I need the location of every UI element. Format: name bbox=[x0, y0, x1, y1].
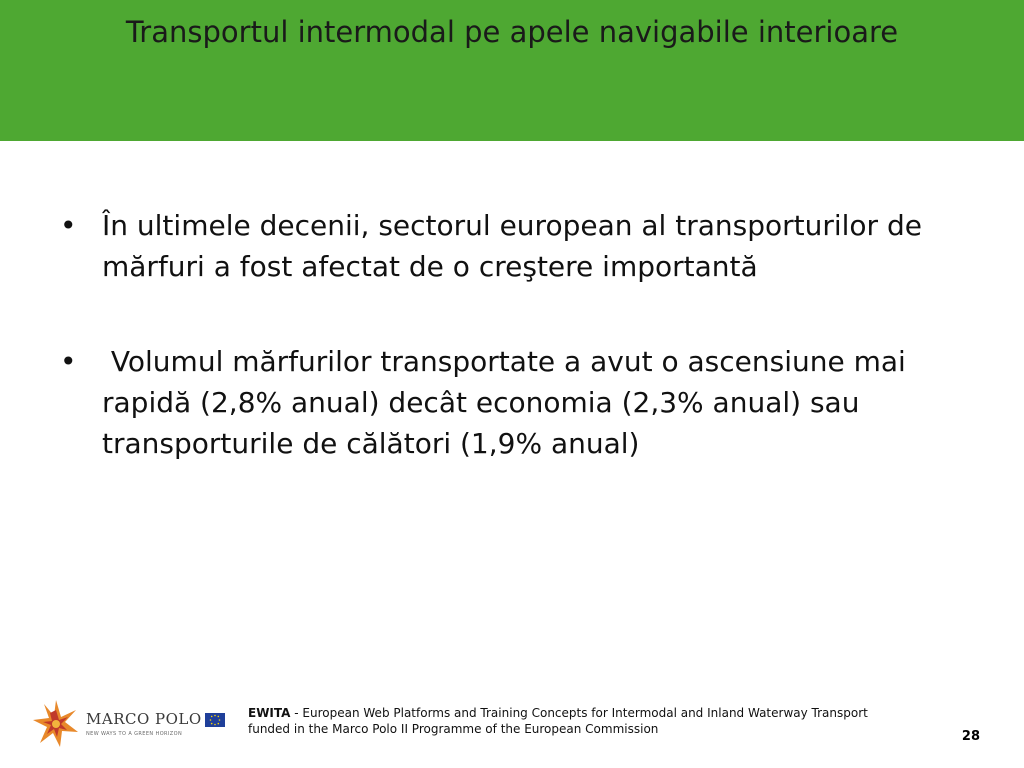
logo-name: MARCO POLO bbox=[86, 710, 202, 728]
slide-title: Transportul intermodal pe apele navigabile interioare bbox=[125, 15, 899, 49]
bullet-symbol: • bbox=[60, 345, 77, 378]
project-separator: - bbox=[290, 706, 303, 720]
eu-flag-icon bbox=[205, 713, 225, 727]
bullet-symbol: • bbox=[60, 209, 77, 242]
project-description: European Web Platforms and Training Concepts for Intermodal and Inland Waterway Transport funded in the Marco Polo II Programme of the European Commission bbox=[248, 706, 868, 736]
marco-polo-logo bbox=[30, 698, 225, 754]
marco-polo-star-icon bbox=[30, 698, 82, 750]
logo-tagline: NEW WAYS TO A GREEN HORIZON bbox=[86, 731, 183, 737]
bullet-text: Volumul mărfurilor transportate a avut o ascensiune mai rapidă (2,8% anual) decât economia (2,3% anual) sau transporturile de călători (1,9% anual) bbox=[102, 345, 915, 460]
bullet-list bbox=[60, 205, 960, 464]
bullet-text: În ultimele decenii, sectorul european al transporturilor de mărfuri a fost afectat de o creştere importantă bbox=[102, 209, 922, 283]
page-number: 28 bbox=[961, 729, 980, 744]
footer-project-text bbox=[248, 705, 888, 737]
project-acronym: EWITA bbox=[248, 706, 291, 720]
bullet-item bbox=[60, 341, 960, 464]
bullet-item bbox=[60, 205, 960, 287]
